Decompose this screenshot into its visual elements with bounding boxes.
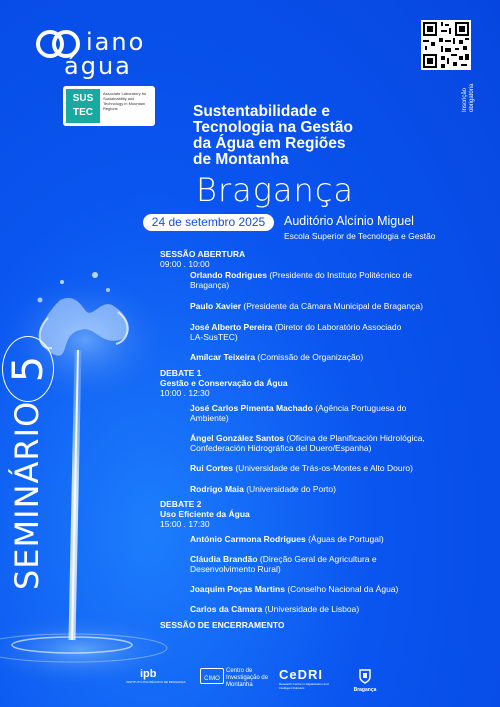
debate2-title: DEBATE 2 [160,499,202,509]
partner-cedri-logo: CeDRI Research Centre in Digitalization and Intelligent Robotics [279,667,329,690]
opening-session [160,249,245,269]
logo-text-bottom: água [64,52,132,80]
braganca-crest-icon [357,668,373,684]
sustec-mark: SUS TEC [66,89,100,123]
speaker-item: Amílcar Teixeira (Comissão de Organização) [190,352,364,362]
partner-cimo-logo: CIMO [200,668,224,684]
debate2-time: 15:00 . 17:30 [160,519,210,529]
opening-time: 09:00 . 10:00 [160,259,210,269]
seminar-label: SEMINÁRIO [8,400,46,590]
partner-cimo-text: Centro de Investigação de Montanha [226,668,269,688]
debate1-time: 10:00 . 12:30 [160,388,210,398]
speaker-item: Orlando Rodrigues (Presidente do Instituto Politécnico de Bragança) [190,270,413,290]
event-date-badge: 24 de setembro 2025 [143,214,274,231]
debate2-session [160,499,250,529]
debate1-session [160,368,288,398]
venue-school: Escola Superior de Tecnologia e Gestão [284,231,436,241]
event-city: Bragança [196,171,355,209]
opening-title: SESSÃO ABERTURA [160,249,246,259]
speaker-item: José Alberto Pereira (Diretor do Laboratório Associado LA-SusTEC) [190,322,402,342]
qr-label: Inscrição obrigatória [462,83,475,112]
debate1-title: DEBATE 1 [160,368,202,378]
qr-code[interactable] [421,20,471,70]
sustec-logo [63,86,155,126]
speaker-item: Rodrigo Maia (Universidade do Porto) [190,484,336,494]
speaker-item: Joaquim Poças Martins (Conselho Nacional da Água) [190,584,399,594]
speaker-item: António Carmona Rodrigues (Águas de Portugal) [190,534,384,544]
seminar-number-badge: 5 [2,336,54,402]
event-title: Sustentabilidade e Tecnologia na Gestão da Água em Regiões de Montanha [193,103,353,168]
debate2-subtitle: Uso Eficiente da Água [160,509,250,519]
venue-name: Auditório Alcínio Miguel [284,214,414,228]
debate1-subtitle: Gestão e Conservação da Água [160,378,288,388]
closing-session: SESSÃO DE ENCERRAMENTO [160,620,285,630]
speaker-item: Ángel González Santos (Oficina de Planificación Hidrológica, Confederación Hidrográfica del Duero/Espanha) [190,433,425,453]
speaker-item: Carlos da Câmara (Universidade de Lisboa) [190,604,360,614]
speaker-item: José Carlos Pimenta Machado (Agência Portuguesa do Ambiente) [190,403,407,423]
anoagua-logo [36,30,176,80]
partner-braganca-logo: Bragança [350,668,380,693]
speaker-item: Rui Cortes (Universidade de Trás-os-Montes e Alto Douro) [190,463,413,473]
speaker-item: Paulo Xavier (Presidente da Câmara Municipal de Bragança) [190,301,423,311]
partner-ipb-logo: ipb INSTITUTO POLITÉCNICO DE BRAGANÇA [126,668,186,684]
speaker-item: Cláudia Brandão (Direção Geral de Agricultura e Desenvolvimento Rural) [190,554,377,574]
sustec-description: Associate Laboratory for Sustainability and Technology in Mountain Regions [103,91,147,111]
logo-text-top: iano [86,28,146,56]
